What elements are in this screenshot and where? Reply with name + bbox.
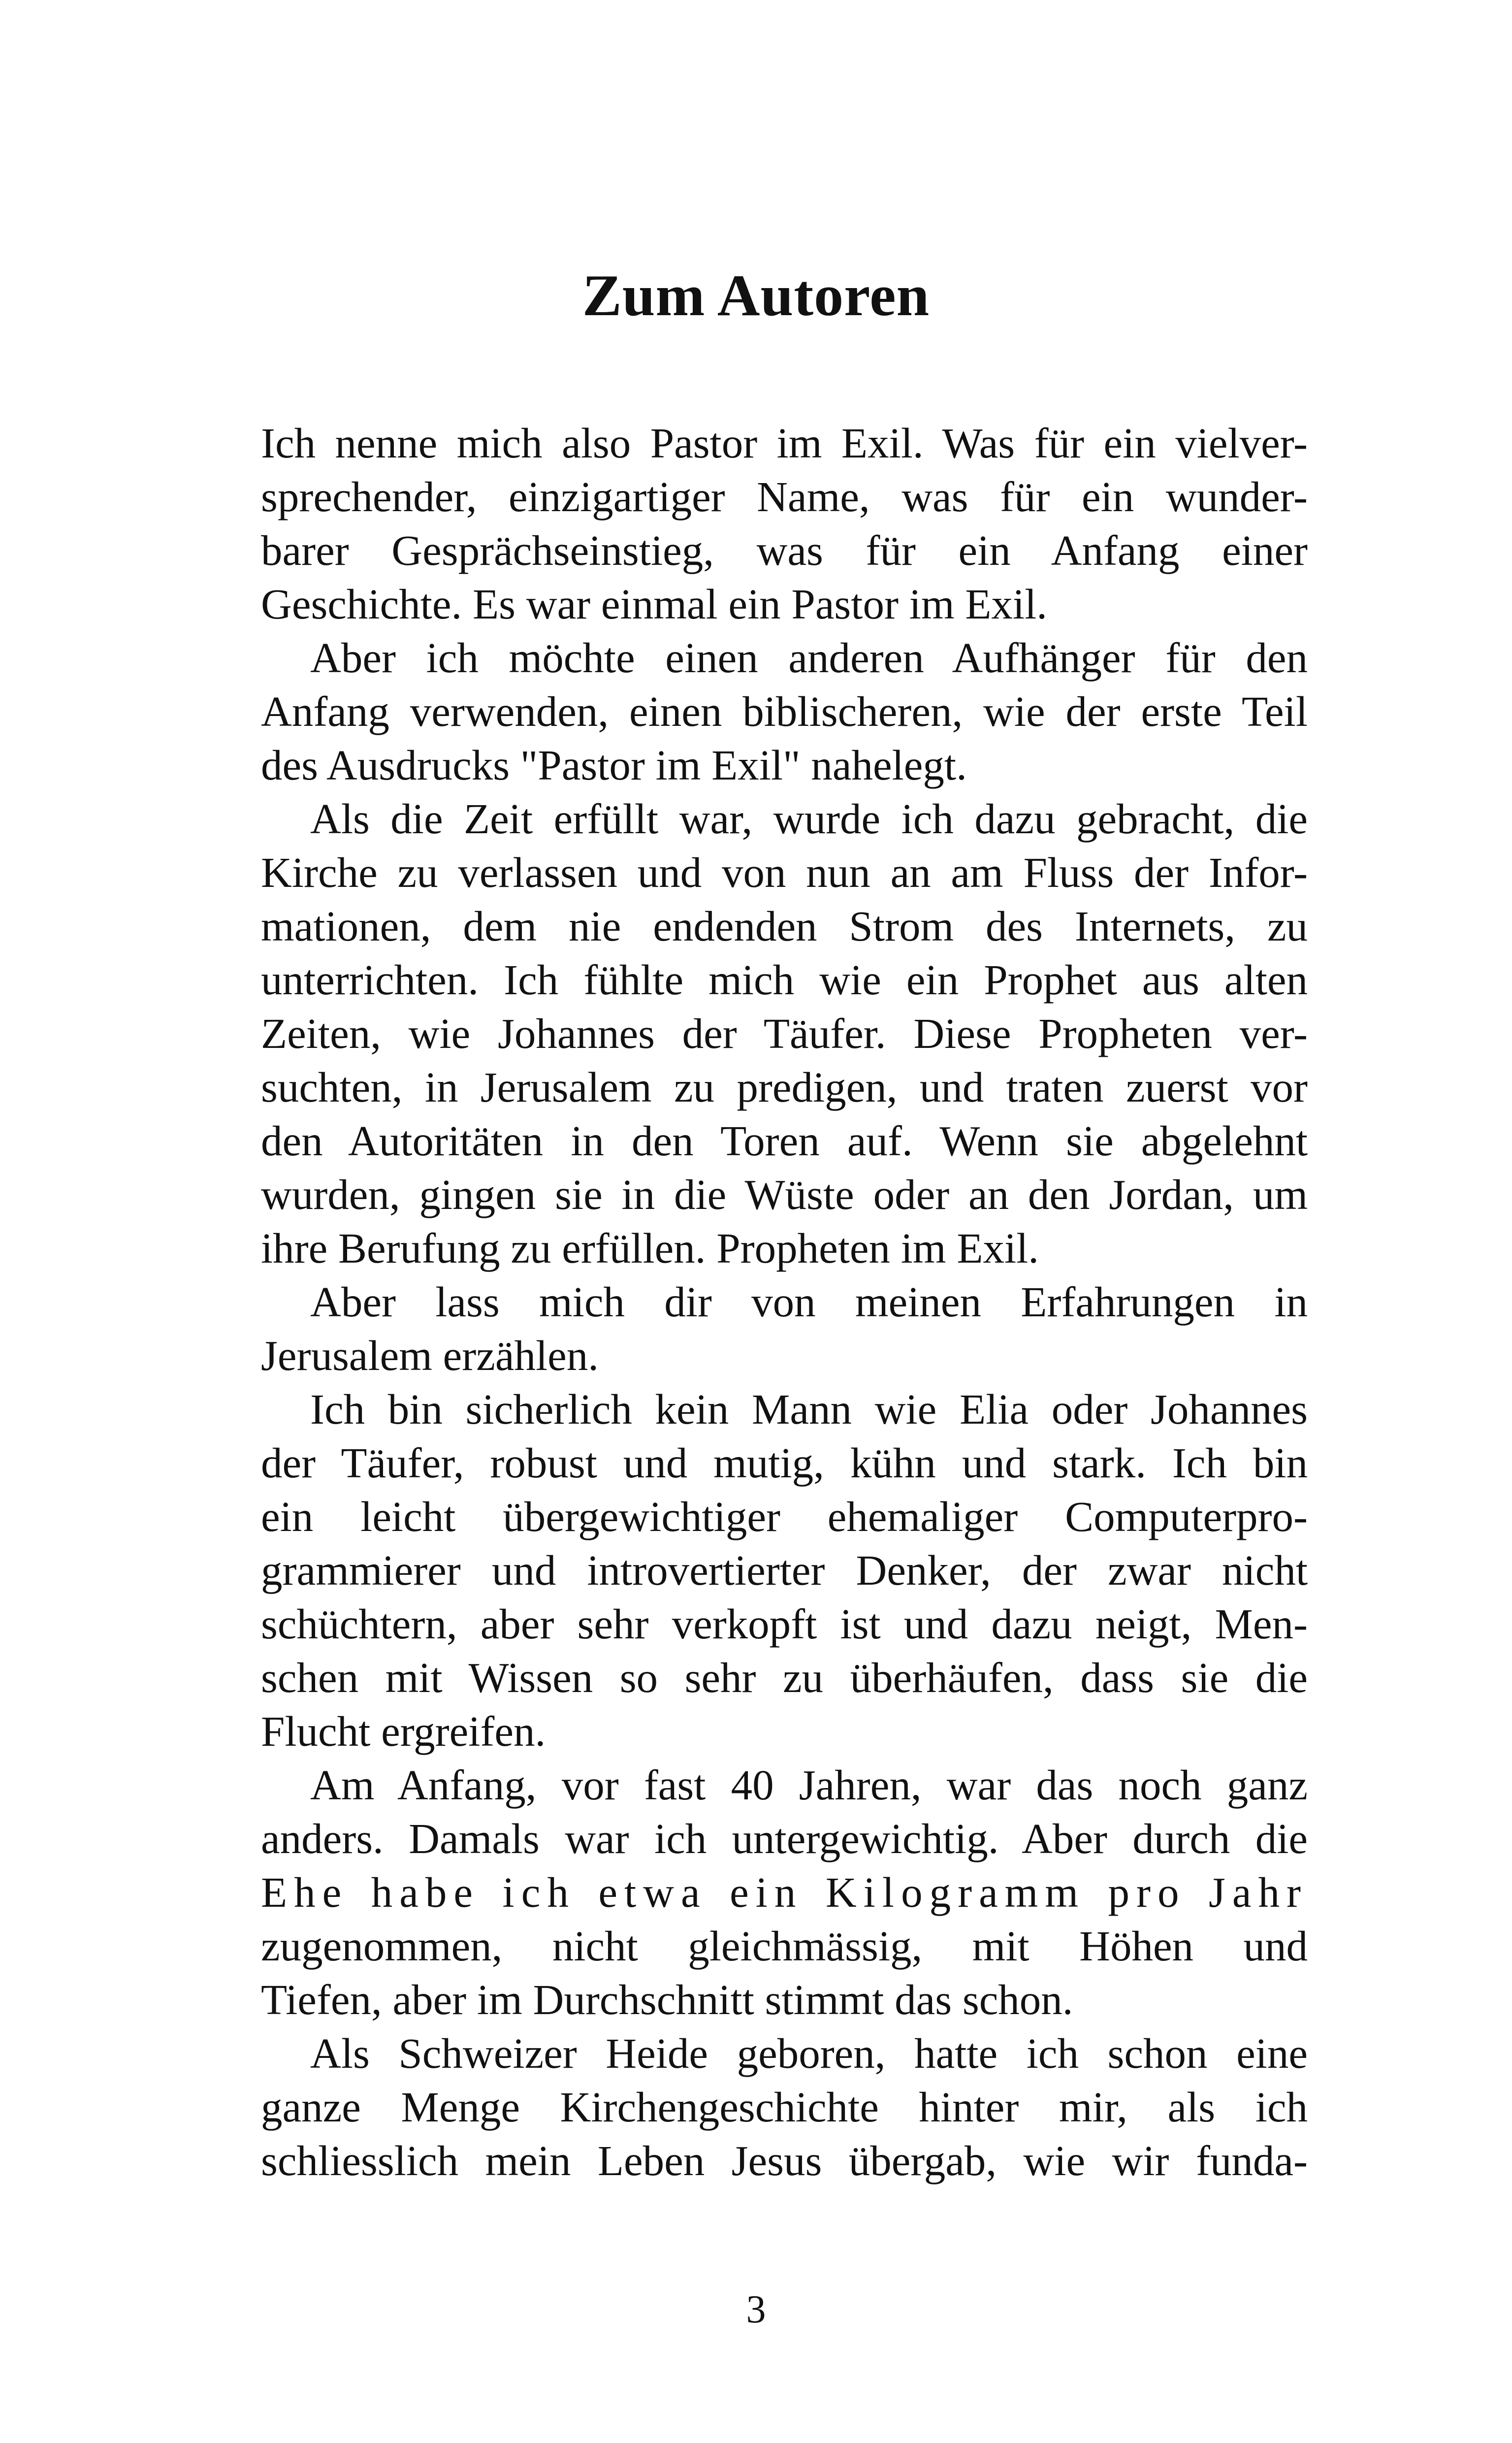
text-line: Ehe habe ich etwa ein Kilogramm pro Jahr xyxy=(261,1868,1308,1916)
text-line: Geschichte. Es war einmal ein Pastor im Exil. xyxy=(261,580,1048,628)
paragraph-7 xyxy=(261,2026,1308,2187)
text-line: ganze Menge Kirchengeschichte hinter mir, als ich xyxy=(261,2083,1308,2131)
text-line: schen mit Wissen so sehr zu überhäufen, dass sie die xyxy=(261,1654,1308,1701)
text-line: Als Schweizer Heide geboren, hatte ich schon eine xyxy=(310,2029,1308,2077)
paragraph-1 xyxy=(261,416,1308,631)
text-line: Ich bin sicherlich kein Mann wie Elia oder Johannes xyxy=(310,1385,1308,1433)
paragraph-5 xyxy=(261,1382,1308,1758)
page-number: 3 xyxy=(746,2288,766,2331)
chapter-title: Zum Autoren xyxy=(582,262,930,328)
text-line: Aber lass mich dir von meinen Erfahrungen in xyxy=(310,1278,1308,1326)
text-line: suchten, in Jerusalem zu predigen, und traten zuerst vor xyxy=(261,1063,1308,1111)
text-line: unterrichten. Ich fühlte mich wie ein Prophet aus alten xyxy=(261,956,1308,1004)
text-line: Kirche zu verlassen und von nun an am Fluss der Infor- xyxy=(261,848,1308,896)
text-line: zugenommen, nicht gleichmässig, mit Höhen und xyxy=(261,1922,1308,1970)
text-line: Flucht ergreifen. xyxy=(261,1707,546,1755)
text-line: ein leicht übergewichtiger ehemaliger Computerpro- xyxy=(261,1493,1308,1540)
text-line: ihre Berufung zu erfüllen. Propheten im Exil. xyxy=(261,1224,1039,1272)
text-line: des Ausdrucks "Pastor im Exil" nahelegt. xyxy=(261,741,967,789)
text-line: schliesslich mein Leben Jesus übergab, wie wir funda- xyxy=(261,2137,1308,2184)
paragraph-2 xyxy=(261,631,1308,792)
paragraph-3 xyxy=(261,792,1308,1275)
text-line: Anfang verwenden, einen biblischeren, wie der erste Teil xyxy=(261,687,1308,735)
text-line: der Täufer, robust und mutig, kühn und stark. Ich bin xyxy=(261,1439,1308,1487)
text-line: Als die Zeit erfüllt war, wurde ich dazu gebracht, die xyxy=(310,795,1308,843)
paragraph-4 xyxy=(261,1275,1308,1382)
text-line: Am Anfang, vor fast 40 Jahren, war das noch ganz xyxy=(310,1761,1308,1809)
text-line: schüchtern, aber sehr verkopft ist und dazu neigt, Men- xyxy=(261,1600,1308,1648)
text-line: Tiefen, aber im Durchschnitt stimmt das schon. xyxy=(261,1976,1073,2023)
text-line: anders. Damals war ich untergewichtig. Aber durch die xyxy=(261,1815,1308,1862)
body-text xyxy=(261,416,1308,2187)
text-line: sprechender, einzigartiger Name, was für ein wunder- xyxy=(261,473,1308,521)
text-line: Ich nenne mich also Pastor im Exil. Was für ein vielver- xyxy=(261,419,1308,467)
text-line: grammierer und introvertierter Denker, der zwar nicht xyxy=(261,1546,1308,1594)
text-line: den Autoritäten in den Toren auf. Wenn sie abgelehnt xyxy=(261,1117,1308,1165)
text-line: Jerusalem erzählen. xyxy=(261,1332,599,1379)
text-line: barer Gesprächseinstieg, was für ein Anfang einer xyxy=(261,526,1308,574)
text-line: Aber ich möchte einen anderen Aufhänger für den xyxy=(310,634,1308,682)
text-line: Zeiten, wie Johannes der Täufer. Diese Propheten ver- xyxy=(261,1010,1308,1057)
paragraph-6 xyxy=(261,1758,1308,2026)
text-line: wurden, gingen sie in die Wüste oder an den Jordan, um xyxy=(261,1171,1308,1218)
text-line: mationen, dem nie endenden Strom des Internets, zu xyxy=(261,902,1308,950)
